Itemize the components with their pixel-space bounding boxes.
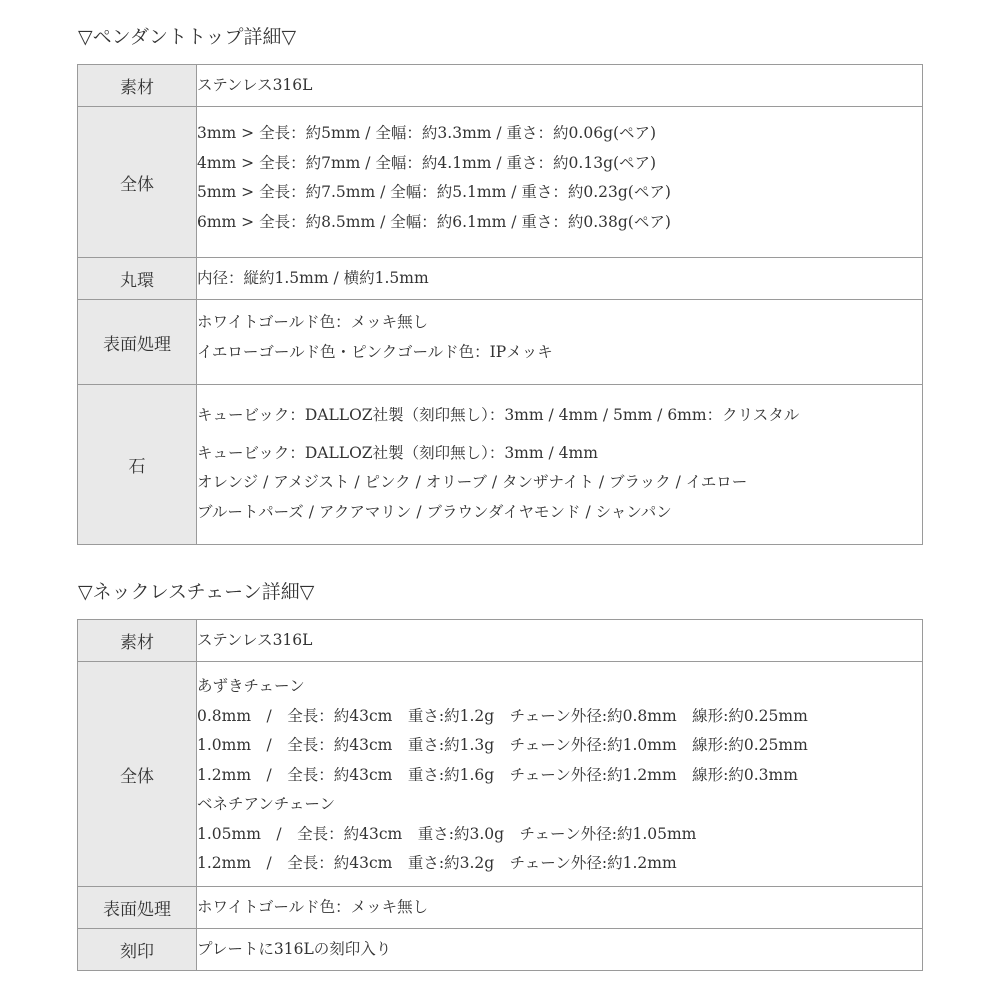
pendant-spec-value-line: イエローゴールド色・ピンクゴールド色：IPメッキ	[197, 342, 553, 361]
pendant-spec-value	[197, 300, 923, 385]
pendant-spec-value-line: 3mm > 全長：約5mm / 全幅：約3.3mm / 重さ：約0.06g(ペア)	[197, 124, 657, 142]
pendant-section-title: ▽ペンダントトップ詳細▽	[78, 26, 297, 48]
pendant-spec-value	[197, 385, 923, 545]
necklace-spec-value	[197, 887, 923, 929]
necklace-spec-value-line: プレートに316Lの刻印入り	[197, 939, 392, 958]
pendant-spec-row	[78, 258, 923, 300]
necklace-spec-value-line: ベネチアンチェーン	[197, 795, 336, 813]
necklace-spec-label: 表面処理	[78, 887, 197, 929]
pendant-spec-value-line: 6mm > 全長：約8.5mm / 全幅：約6.1mm / 重さ：約0.38g(ペア)	[197, 212, 671, 231]
pendant-spec-row	[78, 107, 923, 258]
pendant-spec-value	[197, 107, 923, 258]
necklace-spec-value-line: 1.0mm / 全長：約43cm 重さ:約1.3g チェーン外径:約1.0mm 線形:約0.25mm	[197, 736, 808, 754]
necklace-spec-value-line: 1.2mm / 全長：約43cm 重さ:約1.6g チェーン外径:約1.2mm 線形:約0.3mm	[197, 765, 798, 784]
pendant-spec-label: 表面処理	[78, 300, 197, 385]
pendant-spec-value-line: キュービック：DALLOZ社製（刻印無し）：3mm / 4mm	[197, 443, 598, 462]
necklace-spec-value-line: ステンレス316L	[197, 630, 313, 649]
pendant-spec-row	[78, 65, 923, 107]
necklace-spec-body	[78, 620, 923, 971]
necklace-spec-value	[197, 929, 923, 971]
pendant-spec-value-block	[197, 264, 922, 294]
pendant-spec-value-block	[197, 439, 922, 528]
necklace-spec-value-line: 0.8mm / 全長：約43cm 重さ:約1.2g チェーン外径:約0.8mm 線形:約0.25mm	[197, 706, 808, 725]
necklace-spec-value-block	[197, 893, 922, 923]
pendant-spec-value-line: 5mm > 全長：約7.5mm / 全幅：約5.1mm / 重さ：約0.23g(ペア)	[197, 183, 671, 201]
pendant-spec-value-block	[197, 308, 922, 367]
pendant-spec-label: 石	[78, 385, 197, 545]
pendant-spec-value-line: ブルートパーズ / アクアマリン / ブラウンダイヤモンド / シャンパン	[197, 502, 672, 521]
necklace-spec-label: 刻印	[78, 929, 197, 971]
necklace-spec-value	[197, 662, 923, 887]
necklace-spec-label: 素材	[78, 620, 197, 662]
necklace-spec-row	[78, 620, 923, 662]
necklace-spec-value	[197, 620, 923, 662]
necklace-spec-value-line: 1.05mm / 全長：約43cm 重さ:約3.0g チェーン外径:約1.05mm	[197, 824, 697, 843]
pendant-spec-value	[197, 65, 923, 107]
pendant-spec-body	[78, 65, 923, 545]
necklace-spec-value-block	[197, 626, 922, 656]
necklace-spec-value-line: 1.2mm / 全長：約43cm 重さ:約3.2g チェーン外径:約1.2mm	[197, 854, 677, 872]
pendant-spec-label: 丸環	[78, 258, 197, 300]
necklace-spec-value-block	[197, 935, 922, 965]
pendant-spec-value	[197, 258, 923, 300]
necklace-spec-table	[77, 619, 923, 971]
pendant-spec-value-line: ホワイトゴールド色：メッキ無し	[197, 313, 429, 331]
pendant-spec-table	[77, 64, 923, 545]
necklace-spec-row	[78, 662, 923, 887]
pendant-spec-value-block	[197, 119, 922, 237]
pendant-spec-value-line: ステンレス316L	[197, 75, 313, 94]
necklace-spec-row	[78, 887, 923, 929]
necklace-spec-value-line: ホワイトゴールド色：メッキ無し	[197, 897, 429, 916]
pendant-spec-value-block	[197, 71, 922, 101]
pendant-spec-row	[78, 385, 923, 545]
pendant-spec-value-line: オレンジ / アメジスト / ピンク / オリーブ / タンザナイト / ブラック / イエロー	[197, 473, 748, 491]
pendant-spec-value-line: キュービック：DALLOZ社製（刻印無し）：3mm / 4mm / 5mm / 6mm：クリスタル	[197, 406, 800, 424]
necklace-spec-value-line: あずきチェーン	[197, 677, 305, 695]
pendant-spec-value-line: 4mm > 全長：約7mm / 全幅：約4.1mm / 重さ：約0.13g(ペア)	[197, 153, 657, 172]
pendant-spec-value-block	[197, 401, 922, 431]
necklace-spec-row	[78, 929, 923, 971]
necklace-spec-label: 全体	[78, 662, 197, 887]
pendant-spec-label: 素材	[78, 65, 197, 107]
pendant-spec-value-line: 内径：縦約1.5mm / 横約1.5mm	[197, 268, 429, 287]
pendant-spec-label: 全体	[78, 107, 197, 258]
necklace-spec-value-block	[197, 672, 922, 879]
necklace-section-title: ▽ネックレスチェーン詳細▽	[78, 581, 315, 603]
pendant-spec-row	[78, 300, 923, 385]
